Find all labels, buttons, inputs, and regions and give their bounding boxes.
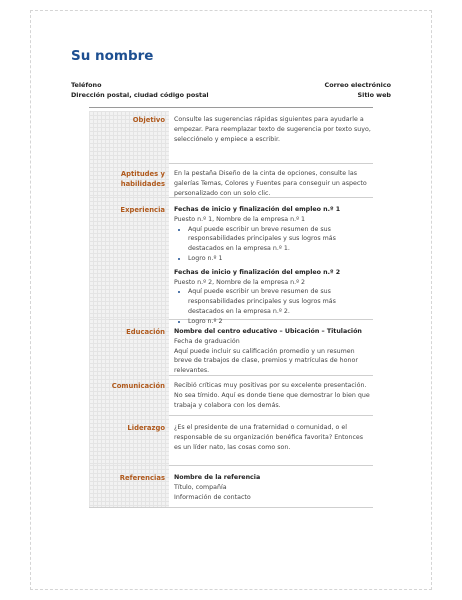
section-label-column (89, 163, 169, 197)
section-label-leadership: Liderazgo (127, 424, 165, 432)
job2-dates[interactable]: Fechas de inicio y finalización del empleo n.º 2 (174, 268, 341, 276)
section-communication (89, 375, 373, 416)
section-label-column (89, 197, 169, 319)
experience-content (174, 205, 371, 327)
job1-bullet-achievement[interactable]: • Logro n.º 1 (188, 254, 371, 264)
contact-left (71, 81, 209, 100)
resume-page (30, 10, 432, 590)
education-text[interactable]: Aquí puede incluir su calificación promedio y un resumen breve de trabajos de clase, premios y matrículas de honor relevantes. (174, 347, 358, 375)
education-content (174, 327, 371, 376)
job1-position[interactable]: Puesto n.º 1, Nombre de la empresa n.º 1 (174, 215, 306, 223)
skills-label-line2: habilidades (120, 180, 165, 188)
skills-text[interactable]: En la pestaña Diseño de la cinta de opciones, consulte las galerías Temas, Colores y Fuentes para conseguir un aspecto personalizado con un solo clic. (174, 170, 367, 197)
section-label-communication: Comunicación (111, 382, 165, 390)
section-education (89, 319, 373, 376)
education-school[interactable]: Nombre del centro educativo – Ubicación – Titulación (174, 328, 362, 335)
section-label-column (89, 319, 169, 375)
job1-bullets (174, 225, 371, 264)
section-label-objective: Objetivo (132, 116, 165, 124)
skills-label-line1: Aptitudes y (120, 170, 165, 178)
section-label-references: Referencias (119, 474, 165, 482)
job2-bullet-achievement[interactable]: • Logro n.º 2 (188, 317, 371, 327)
section-label-column (89, 375, 169, 415)
section-label-skills (121, 169, 165, 189)
objective-text[interactable]: Consulte las sugerencias rápidas siguientes para ayudarle a empezar. Para reemplazar texto de sugerencia por texto suyo, selecciónelo y empiece a escribir. (174, 116, 371, 143)
section-label-education: Educación (126, 328, 165, 336)
reference-title[interactable]: Título, compañía (174, 483, 227, 491)
leadership-text[interactable]: ¿Es el presidente de una fraternidad o comunidad, o el responsable de su organización benéfica favorita? Entonces es un líder nato, las cosas como son. (174, 424, 364, 451)
section-experience (89, 197, 373, 325)
header-divider (89, 107, 373, 108)
section-skills (89, 163, 373, 198)
website-field[interactable]: Sitio web (357, 90, 391, 99)
contact-right (325, 81, 392, 100)
job2-bullet-summary[interactable]: • Aquí puede escribir un breve resumen de sus responsabilidades principales y sus logros más destacados en la empresa n.º 2. (188, 287, 371, 316)
communication-text[interactable]: Recibió críticas muy positivas por su excelente presentación. No sea tímido. Aquí es donde tiene que demostrar lo bien que trabaja y colabora con los demás. (174, 382, 370, 409)
section-label-column (89, 111, 169, 163)
reference-name[interactable]: Nombre de la referencia (174, 474, 261, 481)
job1-bullet-summary[interactable]: • Aquí puede escribir un breve resumen de sus responsabilidades principales y sus logros más destacados en la empresa n.º 1. (188, 225, 371, 254)
section-label-column (89, 415, 169, 465)
email-field[interactable]: Correo electrónico (324, 81, 391, 89)
section-objective (89, 111, 373, 164)
resume-name[interactable]: Su nombre (71, 48, 154, 64)
education-date[interactable]: Fecha de graduación (174, 337, 240, 345)
address-field[interactable]: Dirección postal, ciudad código postal (71, 90, 209, 99)
job1-dates[interactable]: Fechas de inicio y finalización del empleo n.º 1 (174, 206, 341, 213)
section-label-experience: Experiencia (120, 206, 165, 214)
references-content (174, 473, 371, 502)
reference-contact[interactable]: Información de contacto (174, 493, 251, 501)
section-leadership (89, 415, 373, 466)
section-references (89, 465, 373, 508)
job2-position[interactable]: Puesto n.º 2, Nombre de la empresa n.º 2 (174, 278, 306, 286)
section-label-column (89, 465, 169, 507)
phone-field[interactable]: Teléfono (71, 81, 102, 89)
